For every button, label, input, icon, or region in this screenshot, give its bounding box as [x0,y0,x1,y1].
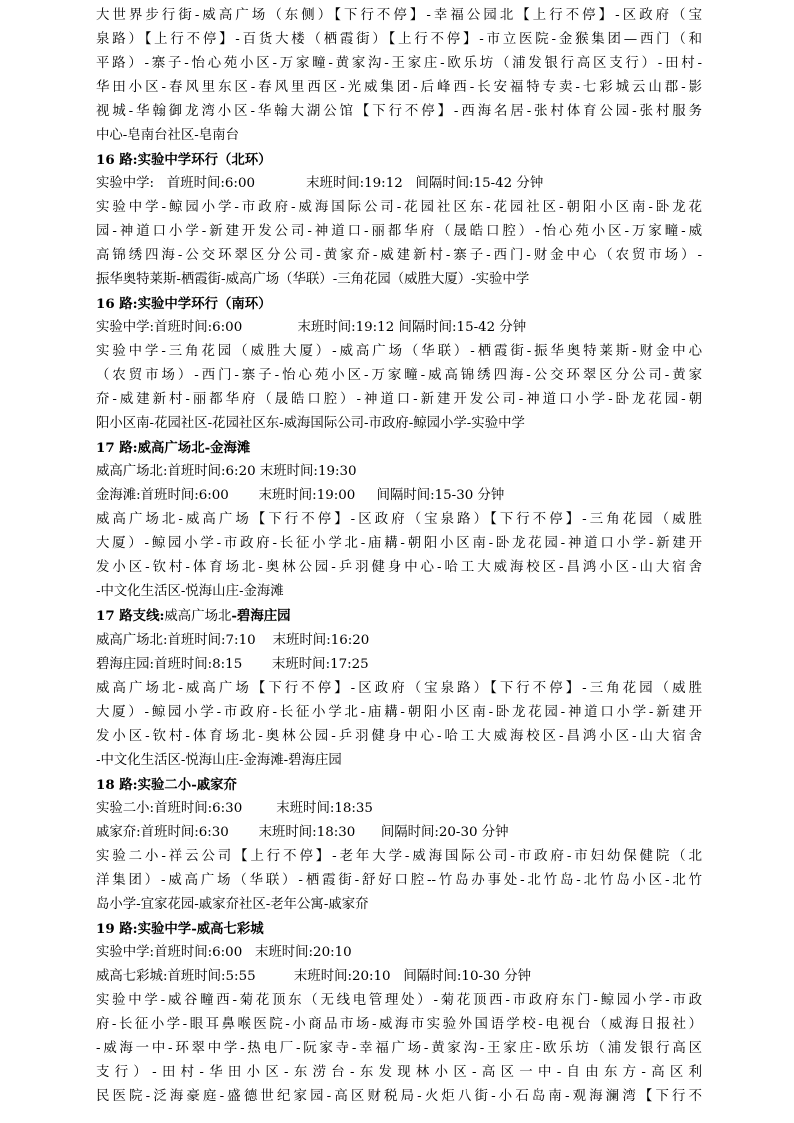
stop-list-line: 中心-皂南台社区-皂南台 [96,128,239,143]
stop-list-line: 大世界步行街-威高广场（东侧）【下行不停】-幸福公园北【上行不停】-区政府（宝 [96,8,702,23]
stop-list-line: 民医院-泛海豪庭-盛德世纪家园-高区财税局-火炬八街-小石岛南-观海澜湾【下行不 [96,1089,702,1104]
stop-list-line: -中文化生活区-悦海山庄-金海滩 [96,584,284,599]
route-heading: 18 路:实验二小-戚家夼 [96,777,237,793]
stop-list-line: 园-神道口小学-新建开发公司-神道口-丽都华府（晟皓口腔）-怡心苑小区-万家疃-威 [96,224,702,239]
stop-list-line: 泉路）【上行不停】-百货大楼（栖霞街）【上行不停】-市立医院-金猴集团—西门（和 [96,32,702,47]
schedule-line: 实验二小:首班时间:6:30 末班时间:18:35 [96,801,373,816]
schedule-line: 威高广场北:首班时间:7:10 末班时间:16:20 [96,633,370,648]
schedule-line: 实验中学:首班时间:6:00 末班时间:20:10 [96,945,352,960]
schedule-line: 金海滩:首班时间:6:00 末班时间:19:00 间隔时间:15-30 分钟 [96,488,505,503]
stop-list-line: 发小区-钦村-体育场北-奥林公园-乒羽健身中心-哈工大威海校区-昌鸿小区-山大宿舍 [96,729,702,744]
route-heading: 16 路:实验中学环行（南环） [96,296,272,312]
stop-list-line: 洋集团）-威高广场（华联）-栖霞街-舒好口腔--竹岛办事处-北竹岛-北竹岛小区-北竹 [96,873,702,888]
stop-list-line: 实验二小-祥云公司【上行不停】-老年大学-威海国际公司-市政府-市妇幼保健院（北 [96,849,702,864]
schedule-line: 戚家夼:首班时间:6:30 末班时间:18:30 间隔时间:20-30 分钟 [96,825,509,840]
stop-list-line: 实验中学-威谷疃西-菊花顶东（无线电管理处）-菊花顶西-市政府东门-鲸园小学-市政 [96,993,702,1008]
stop-list-line: 夼-威建新村-丽都华府（晟皓口腔）-神道口-新建开发公司-神道口小学-卧龙花园-朝 [96,392,702,407]
stop-list-line: -中文化生活区-悦海山庄-金海滩-碧海庄园 [96,753,342,768]
stop-list-line: 华田小区-春风里东区-春风里西区-光威集团-后峰西-长安福特专卖-七彩城云山郡-影 [96,80,702,95]
route-heading-part: 17 路支线: [96,608,165,624]
stop-list-line: 平路）-寨子-怡心苑小区-万家疃-黄家沟-王家庄-欧乐坊（浦发银行高区支行）-田村- [96,56,702,71]
stop-list-line: 支行）-田村-华田小区-东涝台-东发现林小区-高区一中-自由东方-高区利 [96,1065,702,1080]
stop-list-line: 实验中学-三角花园（威胜大厦）-威高广场（华联）-栖霞街-振华奥特莱斯-财金中心 [96,344,702,359]
stop-list-line: 威高广场北-威高广场【下行不停】-区政府（宝泉路）【下行不停】-三角花园（威胜 [96,512,702,527]
stop-list-line: 高锦绣四海-公交环翠区分公司-黄家夼-威建新村-寨子-西门-财金中心（农贸市场）- [96,248,702,263]
stop-list-line: 岛小学-宜家花园-戚家夼社区-老年公寓-戚家夼 [96,897,369,912]
stop-list-line: 大厦）-鲸园小学-市政府-长征小学北-庙耩-朝阳小区南-卧龙花园-神道口小学-新建开 [96,705,702,720]
schedule-line: 威高七彩城:首班时间:5:55 末班时间:20:10 间隔时间:10-30 分钟 [96,969,532,984]
stop-list-line: 威高广场北-威高广场【下行不停】-区政府（宝泉路）【下行不停】-三角花园（威胜 [96,681,702,696]
stop-list-line: 发小区-钦村-体育场北-奥林公园-乒羽健身中心-哈工大威海校区-昌鸿小区-山大宿舍 [96,560,702,575]
stop-list-line: 大厦）-鲸园小学-市政府-长征小学北-庙耩-朝阳小区南-卧龙花园-神道口小学-新建开 [96,536,702,551]
stop-list-line: -威海一中-环翠中学-热电厂-阮家寺-幸福广场-黄家沟-王家庄-欧乐坊（浦发银行高区 [96,1041,702,1056]
schedule-line: 实验中学: 首班时间:6:00 末班时间:19:12 间隔时间:15-42 分钟 [96,176,544,191]
stop-list-line: （农贸市场）-西门-寨子-怡心苑小区-万家疃-威高锦绣四海-公交环翠区分公司-黄家 [96,368,702,383]
route-heading-part: 威高广场北 [164,609,232,624]
stop-list-line: 视城-华翰御龙湾小区-华翰大湖公馆【下行不停】-西海名居-张村体育公园-张村服务 [96,104,702,119]
stop-list-line: 阳小区南-花园社区-花园社区东-威海国际公司-市政府-鲸园小学-实验中学 [96,416,525,431]
route-heading [96,604,702,629]
schedule-line: 威高广场北:首班时间:6:20 末班时间:19:30 [96,464,357,479]
schedule-line: 碧海庄园:首班时间:8:15 末班时间:17:25 [96,657,369,672]
route-heading: 17 路:威高广场北-金海滩 [96,440,251,456]
stop-list-line: 实验中学-鲸园小学-市政府-威海国际公司-花园社区东-花园社区-朝阳小区南-卧龙花 [96,200,702,215]
bus-route-listing [96,0,702,1109]
stop-list-line: 振华奥特莱斯-栖霞街-威高广场（华联）-三角花园（威胜大厦）-实验中学 [96,272,530,287]
schedule-line: 实验中学:首班时间:6:00 末班时间:19:12 间隔时间:15-42 分钟 [96,320,527,335]
route-heading: 16 路:实验中学环行（北环） [96,152,272,168]
route-heading-part: -碧海庄园 [231,608,291,624]
route-heading: 19 路:实验中学-威高七彩城 [96,921,264,937]
stop-list-line: 府-长征小学-眼耳鼻喉医院-小商品市场-威海市实验外国语学校-电视台（威海日报社） [96,1017,702,1032]
